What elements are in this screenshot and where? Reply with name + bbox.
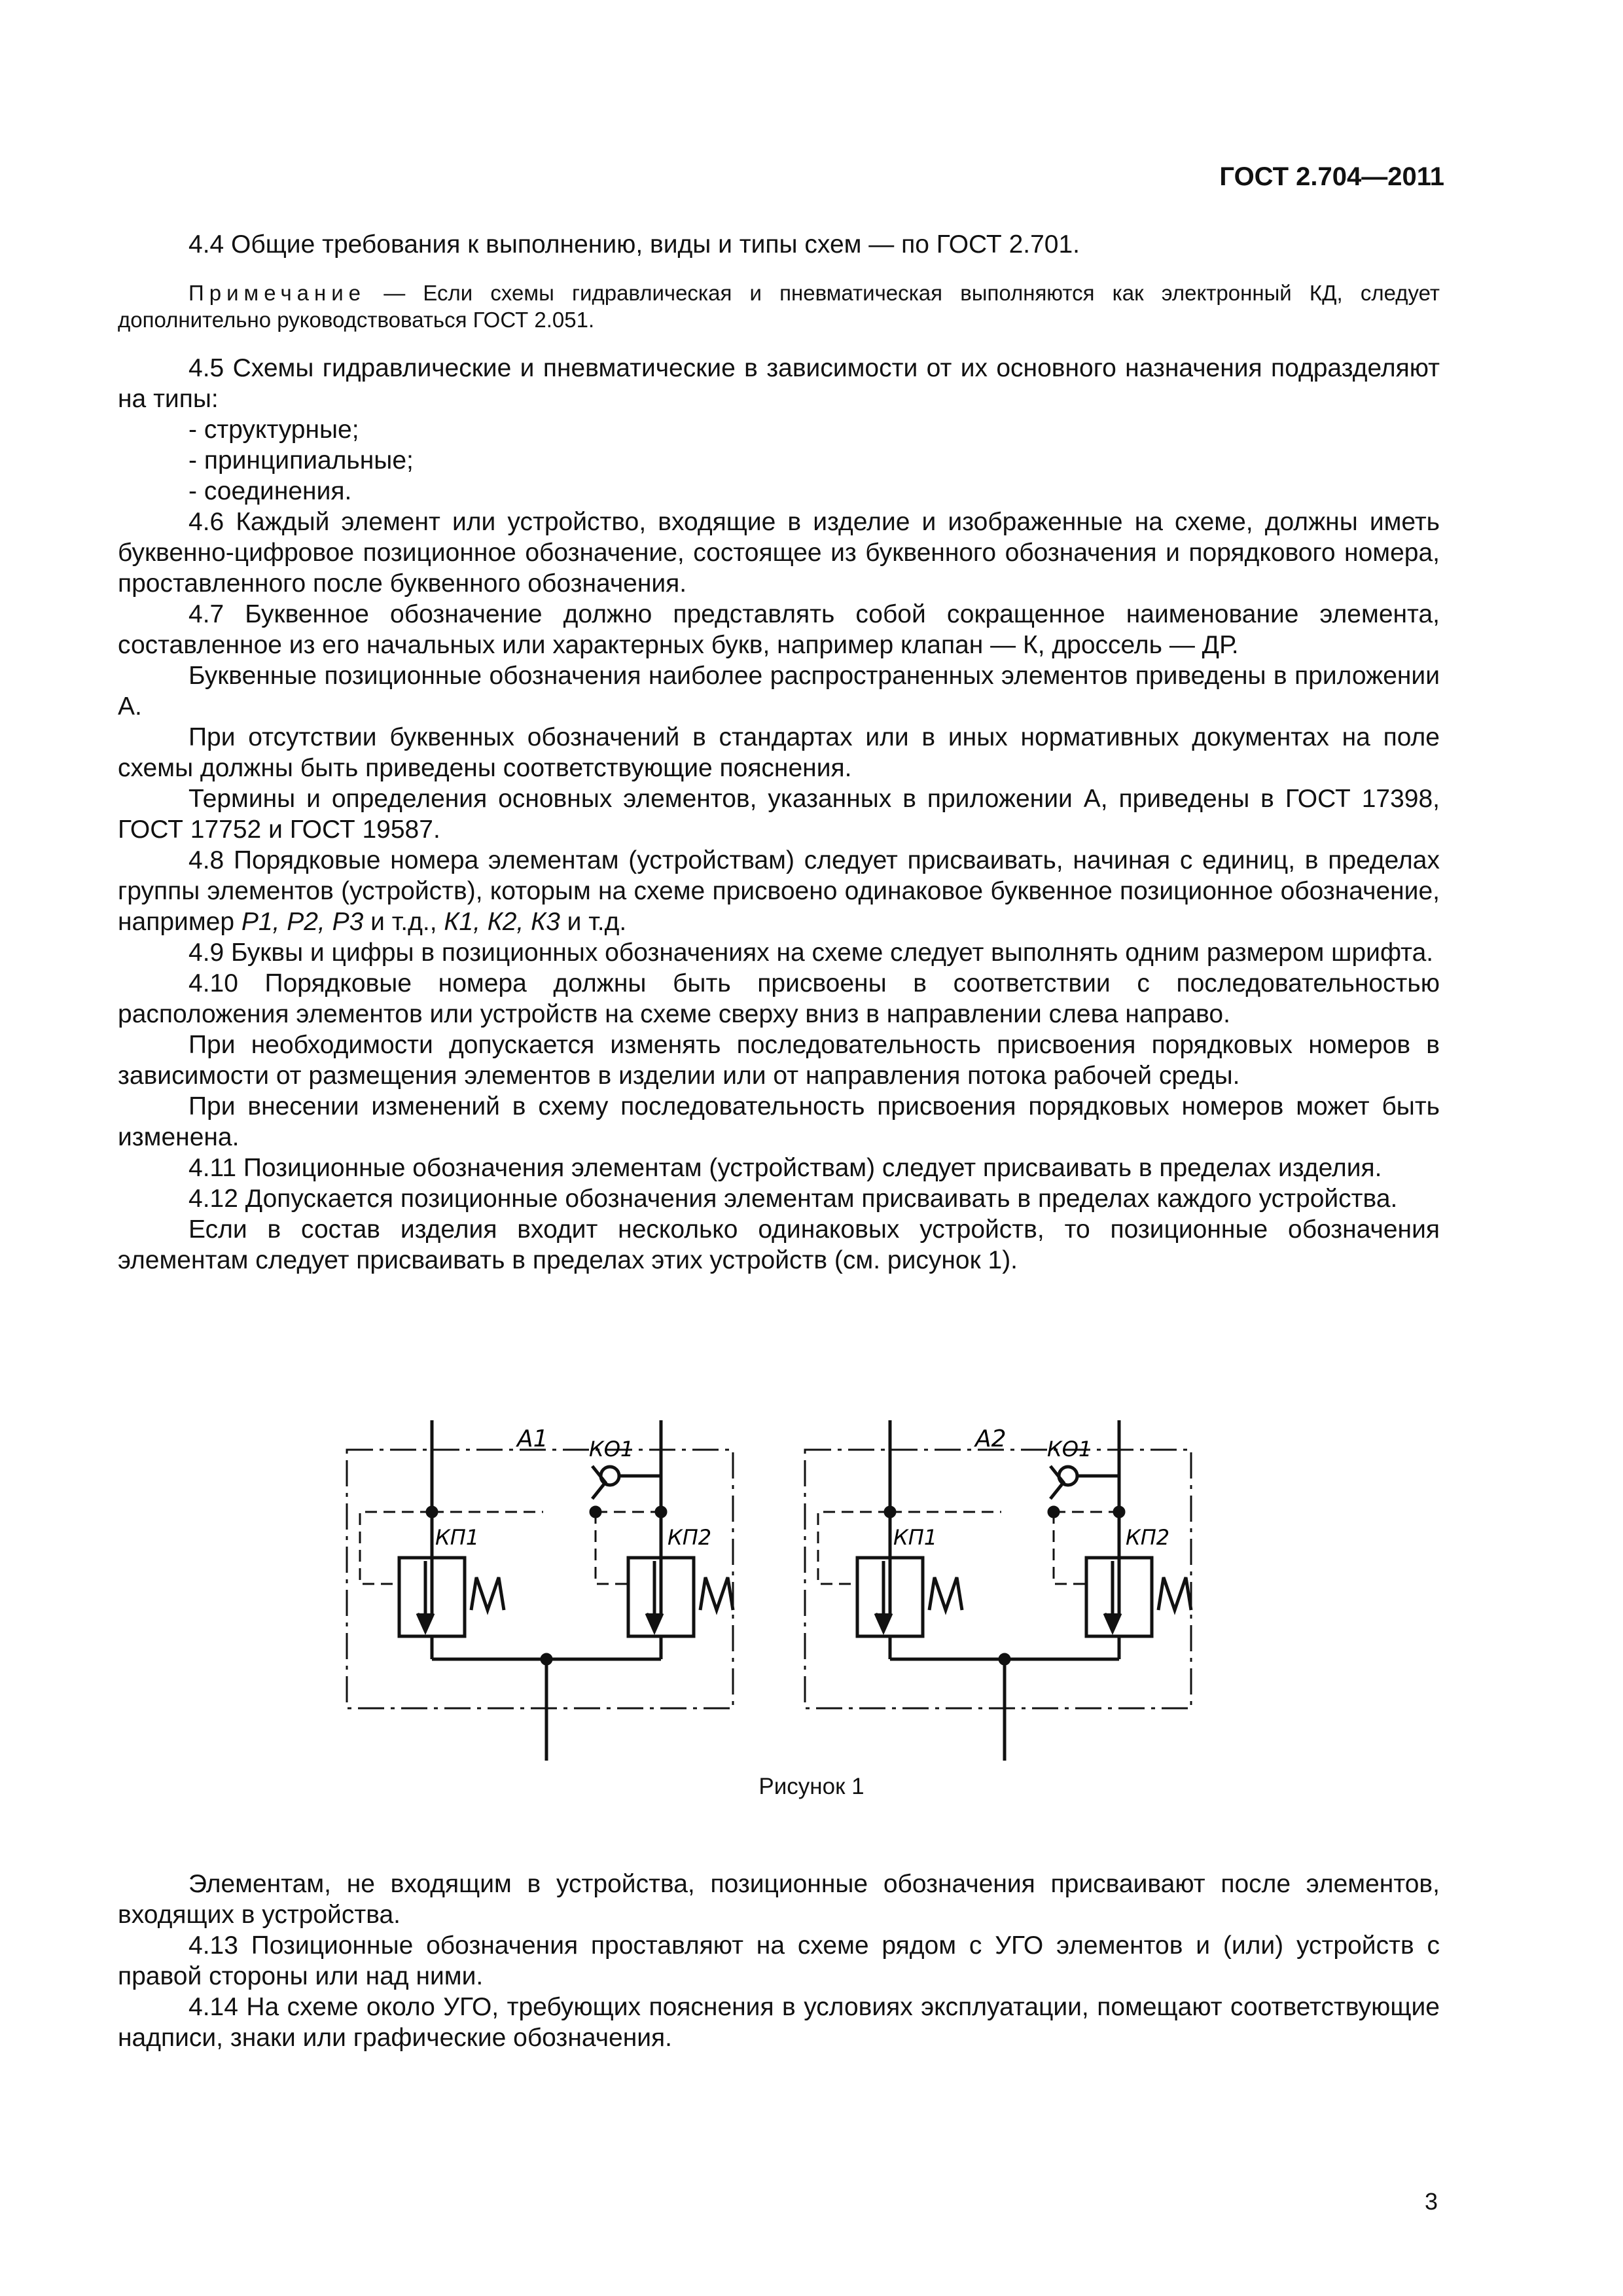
- page-number: 3: [1424, 2188, 1438, 2215]
- paragraph-4-9: 4.9 Буквы и цифры в позиционных обозначениях на схеме следует выполнять одним размером шрифта.: [188, 939, 1434, 967]
- paragraph-4-4: 4.4 Общие требования к выполнению, виды и типы схем — по ГОСТ 2.701.: [188, 230, 1080, 259]
- note: [118, 279, 1440, 333]
- check-valve-label: КО1: [1047, 1437, 1092, 1462]
- device-label: А1: [517, 1426, 548, 1452]
- paragraph-4-10: 4.10 Порядковые номера должны быть присвоены в соответствии с последовательностью расположения элементов или устройств на схеме сверху вниз в направлении слева направо.: [118, 969, 1440, 1028]
- valve-label: КП2: [1126, 1525, 1170, 1550]
- paragraph-4-8-end: и т.д.: [560, 908, 627, 936]
- paragraph-4-7c: При отсутствии буквенных обозначений в стандартах или в иных нормативных документах на поле схемы должны быть приведены соответствующие пояснения.: [118, 723, 1440, 782]
- paragraph-4-12: 4.12 Допускается позиционные обозначения элементам присваивать в пределах каждого устройства.: [188, 1185, 1398, 1213]
- paragraph-4-8-text: 4.8 Порядковые номера элементам (устройствам) следует присваивать, начиная с единиц, в пределах группы элементов (устройств), которым на схеме присвоено одинаковое буквенное позиционное обозначение, например: [118, 846, 1440, 936]
- type-item: - структурные;: [188, 416, 359, 444]
- example-p: Р1, Р2, Р3: [241, 908, 364, 936]
- paragraph-4-5: 4.5 Схемы гидравлические и пневматические в зависимости от их основного назначения подразделяют на типы:: [118, 354, 1440, 413]
- paragraph-4-7d: Термины и определения основных элементов, указанных в приложении А, приведены в ГОСТ 17398, ГОСТ 17752 и ГОСТ 19587.: [118, 785, 1440, 844]
- paragraph-4-11: 4.11 Позиционные обозначения элементам (устройствам) следует присваивать в пределах изделия.: [188, 1154, 1382, 1182]
- paragraph-4-7: 4.7 Буквенное обозначение должно представлять собой сокращенное наименование элемента, составленное из его начальных или характерных букв, например клапан — К, дроссель — ДР.: [118, 600, 1440, 659]
- device-a1: [347, 1420, 733, 1761]
- document-header: ГОСТ 2.704—2011: [1219, 162, 1444, 191]
- paragraph-4-10b: При необходимости допускается изменять последовательность присвоения порядковых номеров в зависимости от размещения элементов в изделии или от направления потока рабочей среды.: [118, 1031, 1440, 1090]
- device-label: А2: [975, 1426, 1007, 1452]
- paragraph-after-figure: Элементам, не входящим в устройства, позиционные обозначения присваивают после элементов, входящих в устройства.: [118, 1870, 1440, 1929]
- valve-label: КП2: [668, 1525, 712, 1550]
- valve-label: КП1: [435, 1525, 480, 1550]
- main-text: [118, 229, 1440, 1276]
- paragraph-4-14: 4.14 На схеме около УГО, требующих пояснения в условиях эксплуатации, помещают соответствующие надписи, знаки или графические обозначения.: [118, 1993, 1440, 2052]
- paragraph-4-12b: Если в состав изделия входит несколько одинаковых устройств, то позиционные обозначения элементам следует присваивать в пределах этих устройств (см. рисунок 1).: [118, 1215, 1440, 1274]
- check-valve-label: КО1: [589, 1437, 634, 1462]
- type-item: - соединения.: [188, 477, 352, 505]
- example-k: К1, К2, К3: [444, 908, 560, 936]
- type-item: - принципиальные;: [188, 446, 414, 475]
- paragraph-4-13: 4.13 Позиционные обозначения проставляют на схеме рядом с УГО элементов и (или) устройств с правой стороны или над ними.: [118, 1931, 1440, 1990]
- paragraph-4-6: 4.6 Каждый элемент или устройство, входящие в изделие и изображенные на схеме, должны иметь буквенно-цифровое позиционное обозначение, состоящее из буквенного обозначения и порядкового номера, проставленного после буквенного обозначения.: [118, 508, 1440, 598]
- device-a2: [805, 1420, 1191, 1761]
- paragraph-4-10c: При внесении изменений в схему последовательность присвоения порядковых номеров может быть изменена.: [118, 1092, 1440, 1151]
- note-text: — Если схемы гидравлическая и пневматическая выполняются как электронный КД, следует дополнительно руководствоваться ГОСТ 2.051.: [118, 281, 1440, 332]
- note-label: Примечание: [188, 281, 366, 305]
- paragraph-4-7b: Буквенные позиционные обозначения наиболее распространенных элементов приведены в приложении А.: [118, 662, 1440, 721]
- paragraph-4-8: [118, 845, 1440, 937]
- figure-caption: Рисунок 1: [758, 1774, 865, 1799]
- valve-label: КП1: [893, 1525, 938, 1550]
- paragraph-4-8-mid: и т.д.,: [363, 908, 444, 936]
- main-text-continued: [118, 1869, 1440, 2053]
- figure-1-diagram: [327, 1420, 1263, 1793]
